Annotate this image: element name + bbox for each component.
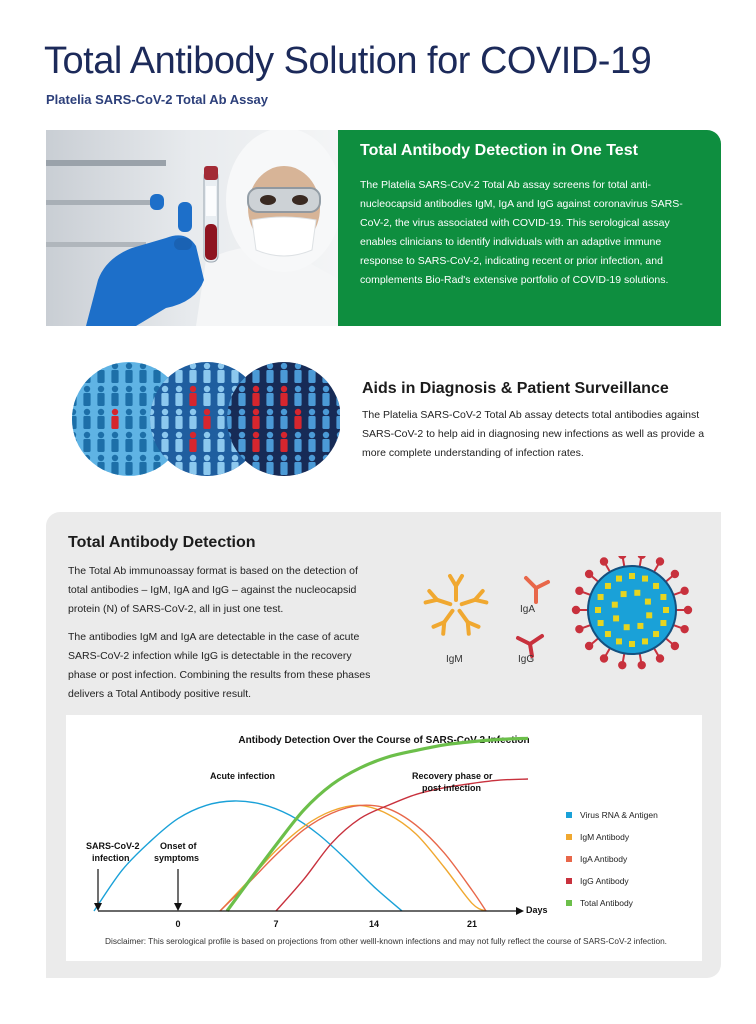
virus-protein (605, 583, 611, 589)
virus-protein (613, 615, 619, 621)
virus-protein (663, 607, 669, 613)
virus-protein (624, 624, 630, 630)
virus-spike-tip (685, 607, 691, 613)
person-icon (125, 363, 132, 383)
x-tick-label: 21 (466, 919, 478, 929)
person-icon (203, 432, 210, 452)
person-icon (97, 455, 104, 475)
virus-spike-tip (639, 662, 645, 668)
recovery-annotation-line1: Recovery phase or (412, 771, 493, 781)
virus-spike-tip (619, 556, 625, 558)
onset-annotation-line2: symptoms (154, 853, 200, 863)
igm-label: IgM (446, 654, 463, 665)
person-icon (322, 363, 329, 383)
person-icon (83, 455, 90, 475)
person-icon (336, 432, 340, 452)
igg-icon (518, 636, 542, 656)
person-icon (238, 432, 245, 452)
page-subtitle: Platelia SARS-CoV-2 Total Ab Assay (46, 92, 269, 107)
person-icon (111, 432, 118, 452)
person-icon (308, 432, 315, 452)
person-icon (175, 432, 182, 452)
virus-protein (645, 599, 651, 605)
series-line-total-antibody (227, 738, 528, 911)
virus-protein (629, 573, 635, 579)
virus-protein (660, 620, 666, 626)
person-icon (238, 409, 245, 429)
person-icon (189, 386, 196, 406)
virus-spike-tip (601, 655, 607, 661)
virus-spike-tip (639, 556, 645, 558)
person-icon (189, 455, 196, 475)
person-icon (336, 363, 340, 383)
x-tick-label: 7 (273, 919, 279, 929)
person-icon (97, 363, 104, 383)
person-icon (252, 363, 259, 383)
person-icon (83, 409, 90, 429)
person-icon (308, 386, 315, 406)
person-icon (266, 386, 273, 406)
x-axis-arrow (516, 907, 524, 915)
person-icon (97, 409, 104, 429)
virus-protein (616, 638, 622, 644)
person-icon (175, 386, 182, 406)
person-icon (238, 386, 245, 406)
detection-heading: Total Antibody Detection (68, 534, 256, 551)
virus-protein (642, 576, 648, 582)
infection-annotation-line2: infection (92, 853, 130, 863)
x-tick-label: 0 (175, 919, 181, 929)
virus-spike-tip (672, 643, 678, 649)
person-icon (125, 432, 132, 452)
series-line-iga-antibody (220, 805, 486, 911)
person-icon (252, 455, 259, 475)
virus-spike-tip (576, 626, 582, 632)
person-icon (231, 363, 238, 383)
person-icon (70, 386, 77, 406)
antibody-chart (66, 715, 702, 961)
virus-protein (637, 623, 643, 629)
population-surveillance-illustration (70, 360, 340, 478)
onset-annotation-line1: Onset of (160, 841, 197, 851)
person-icon (139, 386, 146, 406)
person-icon (308, 455, 315, 475)
aids-body: The Platelia SARS-CoV-2 Total Ab assay detects total antibodies against SARS-CoV-2 to help aid in diagnosing new infections as well as provide a more complete understanding of infection rates. (362, 409, 705, 459)
person-icon (83, 363, 90, 383)
person-icon (336, 386, 340, 406)
person-icon (231, 455, 238, 475)
person-icon (280, 432, 287, 452)
person-icon (70, 409, 77, 429)
person-icon (175, 455, 182, 475)
x-tick-label: 14 (368, 919, 380, 929)
virus-spike-tip (672, 571, 678, 577)
hero-body: The Platelia SARS-CoV-2 Total Ab assay screens for total anti-nucleocapsid antibodies IgM, IgA and IgG against coronavirus SARS-CoV-2, the virus associated with COVID-19. This serological assay enables clinicians to identify individuals with an adaptive immune response to SARS-CoV-2, indicating recent or prior infection, and complements Bio-Rad's extensive portfolio of COVID-19 solutions. (360, 179, 683, 286)
legend-entry: IgG Antibody (580, 876, 629, 886)
legend-entry: Virus RNA & Antigen (580, 810, 658, 820)
legend-swatch (566, 856, 572, 862)
person-icon (70, 455, 77, 475)
person-icon (294, 455, 301, 475)
person-icon (217, 386, 224, 406)
virus-protein (646, 612, 652, 618)
person-icon (83, 386, 90, 406)
person-icon (111, 386, 118, 406)
person-icon (175, 363, 182, 383)
person-icon (139, 363, 146, 383)
person-icon (322, 455, 329, 475)
person-icon (203, 363, 210, 383)
igg-label: IgG (518, 654, 535, 665)
igm-pentamer-icon (426, 576, 487, 634)
person-icon (161, 409, 168, 429)
coronavirus-icon (573, 556, 691, 668)
person-icon (83, 432, 90, 452)
person-icon (322, 386, 329, 406)
person-icon (252, 386, 259, 406)
person-icon (125, 409, 132, 429)
virus-protein (653, 583, 659, 589)
person-icon (322, 409, 329, 429)
person-icon (189, 363, 196, 383)
person-icon (294, 363, 301, 383)
person-icon (70, 432, 77, 452)
recovery-annotation-line2: post infection (422, 783, 481, 793)
person-icon (252, 409, 259, 429)
person-icon (153, 455, 160, 475)
person-icon (70, 363, 77, 383)
virus-spike-tip (601, 558, 607, 564)
person-icon (139, 455, 146, 475)
person-icon (161, 386, 168, 406)
virus-protein (598, 594, 604, 600)
person-icon (280, 409, 287, 429)
virus-protein (634, 590, 640, 596)
legend-swatch (566, 878, 572, 884)
person-icon (97, 432, 104, 452)
virus-spike-tip (573, 607, 579, 613)
person-icon (189, 409, 196, 429)
virus-protein (605, 631, 611, 637)
disclaimer-text: Disclaimer: This serological profile is based on projections from other welll-known infections and may not fully reflect the course of SARS-CoV-2 infection. (105, 936, 667, 946)
person-icon (203, 455, 210, 475)
antibody-virus-illustration (396, 556, 706, 680)
virus-protein (629, 641, 635, 647)
person-icon (294, 409, 301, 429)
virus-spike-tip (619, 662, 625, 668)
person-icon (308, 363, 315, 383)
infection-annotation-line1: SARS-CoV-2 (86, 841, 140, 851)
series-line-virus-rna-antigen (94, 801, 402, 911)
series-line-igm-antibody (220, 805, 486, 911)
person-icon (217, 455, 224, 475)
person-icon (111, 409, 118, 429)
person-icon (189, 432, 196, 452)
detection-paragraph-1: The Total Ab immunoassay format is based on the detection of total antibodies – IgM, IgA and IgG – against the nucleocapsid protein (N) of SARS-CoV-2, all in just one test. (68, 565, 358, 615)
virus-spike-tip (586, 643, 592, 649)
person-icon (308, 409, 315, 429)
legend-entry: Total Antibody (580, 898, 633, 908)
detection-paragraph-2: The antibodies IgM and IgA are detectable in the case of acute SARS-CoV-2 infection while IgG is detectable in the recovery phase or post infection. Combining the results from these phases delivers a Total Antibody positive result. (68, 631, 371, 700)
person-icon (153, 363, 160, 383)
virus-spike-tip (681, 588, 687, 594)
person-icon (161, 432, 168, 452)
virus-protein (616, 576, 622, 582)
person-icon (175, 409, 182, 429)
virus-protein (598, 620, 604, 626)
iga-label: IgA (520, 604, 536, 615)
virus-protein (595, 607, 601, 613)
person-icon (97, 386, 104, 406)
person-icon (111, 455, 118, 475)
virus-protein (612, 602, 618, 608)
person-icon (111, 363, 118, 383)
hero-panel (338, 130, 721, 326)
legend-entry: IgA Antibody (580, 854, 628, 864)
virus-spike-tip (576, 588, 582, 594)
person-icon (217, 409, 224, 429)
person-icon (203, 386, 210, 406)
person-icon (336, 409, 340, 429)
hero-heading: Total Antibody Detection in One Test (360, 142, 638, 159)
person-icon (266, 432, 273, 452)
person-icon (203, 409, 210, 429)
legend-swatch (566, 812, 572, 818)
person-icon (322, 432, 329, 452)
virus-spike-tip (586, 571, 592, 577)
virus-spike-tip (657, 655, 663, 661)
person-icon (266, 363, 273, 383)
person-icon (280, 455, 287, 475)
person-icon (125, 386, 132, 406)
lab-technician-photo (46, 130, 340, 326)
virus-protein (621, 591, 627, 597)
person-icon (294, 432, 301, 452)
virus-spike-tip (681, 626, 687, 632)
page-title: Total Antibody Solution for COVID-19 (44, 40, 652, 82)
person-icon (280, 363, 287, 383)
acute-annotation: Acute infection (210, 771, 276, 781)
virus-protein (653, 631, 659, 637)
virus-spike-tip (657, 558, 663, 564)
person-icon (139, 432, 146, 452)
onset-marker-arrow (174, 903, 182, 911)
aids-heading: Aids in Diagnosis & Patient Surveillance (362, 380, 669, 397)
person-icon (266, 409, 273, 429)
virus-protein (660, 594, 666, 600)
iga-icon (526, 578, 548, 602)
person-icon (280, 386, 287, 406)
person-icon (217, 432, 224, 452)
chart-title: Antibody Detection Over the Course of SARS-CoV-2 Infection (238, 735, 530, 746)
person-icon (217, 363, 224, 383)
x-axis-label: Days (526, 905, 548, 915)
legend-entry: IgM Antibody (580, 832, 630, 842)
legend-swatch (566, 900, 572, 906)
legend-swatch (566, 834, 572, 840)
person-icon (294, 386, 301, 406)
person-icon (125, 455, 132, 475)
person-icon (252, 432, 259, 452)
person-icon (266, 455, 273, 475)
antibody-chart-svg (66, 715, 702, 961)
person-icon (139, 409, 146, 429)
person-icon (336, 455, 340, 475)
virus-protein (642, 638, 648, 644)
